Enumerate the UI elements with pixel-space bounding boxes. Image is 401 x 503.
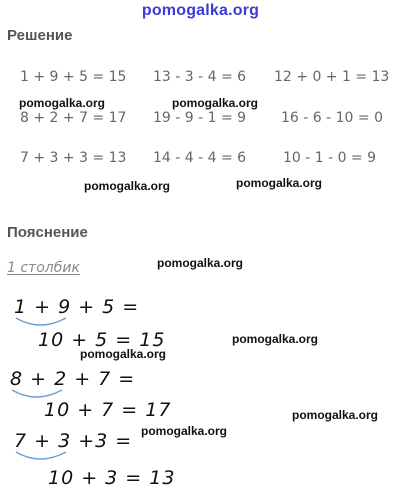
pairing-arc [16,452,66,459]
watermark: pomogalka.org [232,332,319,346]
solution-equation: 8 + 2 + 7 = 17 [20,110,127,126]
solution-equation: 10 - 1 - 0 = 9 [283,150,377,166]
solution-equation: 1 + 9 + 5 = 15 [20,69,127,85]
watermark: pomogalka.org [84,179,171,193]
watermark: pomogalka.org [157,256,244,270]
watermark: pomogalka.org [236,176,323,190]
watermark: pomogalka.org [292,408,379,422]
watermark: pomogalka.org [172,96,259,110]
solution-equation: 12 + 0 + 1 = 13 [274,69,390,85]
handwritten-step-expression: 7 + 3 +3 = [14,430,133,452]
pairing-arc [16,318,66,325]
watermark: pomogalka.org [141,424,228,438]
handwritten-step-result: 10 + 3 = 13 [48,467,176,489]
watermark: pomogalka.org [19,96,106,110]
solution-equation: 7 + 3 + 3 = 13 [20,150,127,166]
solution-equation: 16 - 6 - 10 = 0 [281,110,383,126]
solution-equation: 19 - 9 - 1 = 9 [153,110,247,126]
watermark: pomogalka.org [80,347,167,361]
solution-equation: 13 - 3 - 4 = 6 [153,69,247,85]
handwritten-step-expression: 1 + 9 + 5 = [14,296,140,318]
solution-title: Решение [7,27,73,44]
site-header-logo: pomogalka.org [141,2,260,19]
handwritten-step-result: 10 + 5 = 15 [38,329,166,351]
pairing-arc [12,390,62,397]
column-label: 1 столбик [7,260,80,276]
handwritten-step-result: 10 + 7 = 17 [44,399,172,421]
explanation-title: Пояснение [7,224,88,241]
handwritten-step-expression: 8 + 2 + 7 = [10,368,136,390]
solution-equation: 14 - 4 - 4 = 6 [153,150,247,166]
